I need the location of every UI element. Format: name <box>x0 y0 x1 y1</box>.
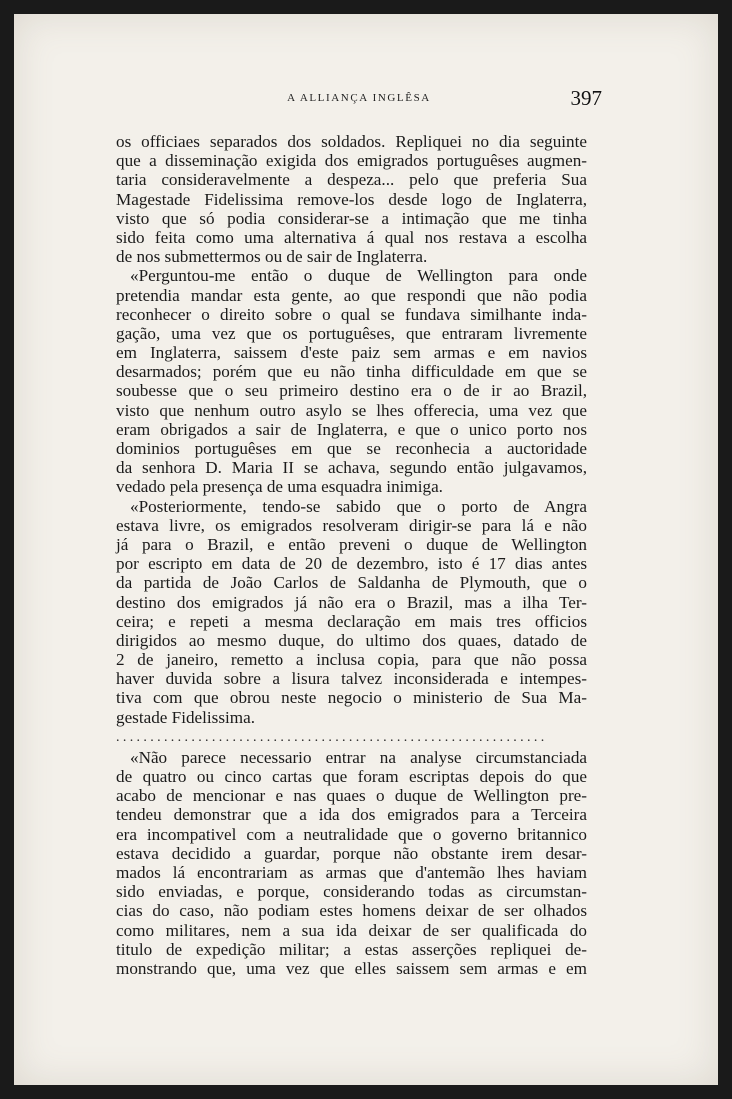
text-line: «Posteriormente, tendo-se sabido que o porto de Angra <box>130 496 587 516</box>
text-line: visto que só podia considerar-se a intimação que me tinha <box>116 208 587 228</box>
text-line: de quatro ou cinco cartas que foram escriptas depois do que <box>116 767 587 786</box>
text-line: eram obrigados a sair de Inglaterra, e que o unico porto nos <box>116 419 587 439</box>
book-page <box>14 14 718 1085</box>
text-line: pretendia mandar esta gente, ao que respondi que não podia <box>116 285 587 305</box>
page-header <box>116 88 602 112</box>
text-line: tendeu demonstrar que a ida dos emigrados para a Terceira <box>116 805 587 825</box>
text-line: da partida de João Carlos de Saldanha de Plymouth, que o <box>116 573 587 593</box>
text-line: Magestade Fidelissima remove-los desde logo de Inglaterra, <box>116 189 587 209</box>
text-line: monstrando que, uma vez que elles saissem sem armas e em <box>116 958 587 978</box>
text-line: como militares, nem a sua ida deixar de ser qualificada do <box>116 920 587 940</box>
text-line: «Perguntou-me então o duque de Wellington para onde <box>130 266 587 286</box>
text-line: vedado pela presença de uma esquadra inimiga. <box>116 477 443 497</box>
text-line: soubesse que o seu primeiro destino era o de ir ao Brazil, <box>116 381 587 401</box>
running-title: A ALLIANÇA INGLÊSA <box>287 92 431 104</box>
text-block-1 <box>116 132 587 727</box>
text-line: gestade Fidelissima. <box>116 707 256 727</box>
text-line: 2 de janeiro, remetto a inclusa copia, para que não possa <box>116 650 587 670</box>
text-line: dirigidos ao mesmo duque, do ultimo dos quaes, datado de <box>116 630 587 650</box>
text-line: dominios portuguêses em que se reconhecia a auctoridade <box>116 439 587 458</box>
text-line: sido enviadas, e porque, considerando todas as circumstan- <box>116 882 587 902</box>
text-line: em Inglaterra, saissem d'este paiz sem armas e em navios <box>116 343 587 363</box>
text-line: tiva com que obrou neste negocio o ministerio de Sua Ma- <box>116 688 587 708</box>
text-line: já para o Brazil, e então preveni o duque de Wellington <box>116 534 587 554</box>
text-line: que a disseminação exigida dos emigrados portuguêses augmen- <box>116 151 587 171</box>
text-line: sido feita como uma alternativa á qual nos restava a escolha <box>116 227 587 247</box>
ellipsis-separator: ............................................................... <box>116 729 548 745</box>
text-line: visto que nenhum outro asylo se lhes offerecia, uma vez que <box>116 400 587 420</box>
text-line: da senhora D. Maria II se achava, segundo então julgavamos, <box>116 458 587 478</box>
text-line: cias do caso, não podiam estes homens deixar de ser olhados <box>116 901 587 921</box>
text-line: acabo de mencionar e nas quaes o duque de Wellington pre- <box>116 786 587 806</box>
text-line: taria consideravelmente a despeza... pelo que preferia Sua <box>116 170 587 190</box>
text-block-2 <box>116 748 587 978</box>
text-line: reconhecer o direito sobre o qual se fundava similhante inda- <box>116 304 587 324</box>
text-line: era incompativel com a neutralidade que o governo britannico <box>116 824 587 844</box>
text-line: estava livre, os emigrados resolveram dirigir-se para lá e não <box>116 515 587 535</box>
text-line: mados lá encontrariam as armas que d'antemão lhes haviam <box>116 862 587 882</box>
text-line: os officiaes separados dos soldados. Repliquei no dia seguinte <box>116 132 587 151</box>
page-number: 397 <box>570 86 602 110</box>
text-line: gação, uma vez que os portuguêses, que entraram livremente <box>116 323 587 343</box>
text-line: desarmados; porém que eu não tinha difficuldade em que se <box>116 362 587 382</box>
text-line: por escripto em data de 20 de dezembro, isto é 17 dias antes <box>116 554 587 574</box>
text-line: destino dos emigrados já não era o Brazil, mas a ilha Ter- <box>116 592 587 612</box>
text-line: estava decidido a guardar, porque não obstante irem desar- <box>116 843 587 863</box>
text-line: haver duvida sobre a lisura talvez inconsiderada e intempes- <box>116 669 587 689</box>
body-text <box>116 132 587 978</box>
text-line: ceira; e repeti a mesma declaração em mais tres officios <box>116 611 587 631</box>
text-line: titulo de expedição militar; a estas asserções repliquei de- <box>116 939 587 959</box>
text-line: «Não parece necessario entrar na analyse circumstanciada <box>130 747 587 767</box>
text-line: de nos submettermos ou de sair de Inglaterra. <box>116 247 428 267</box>
